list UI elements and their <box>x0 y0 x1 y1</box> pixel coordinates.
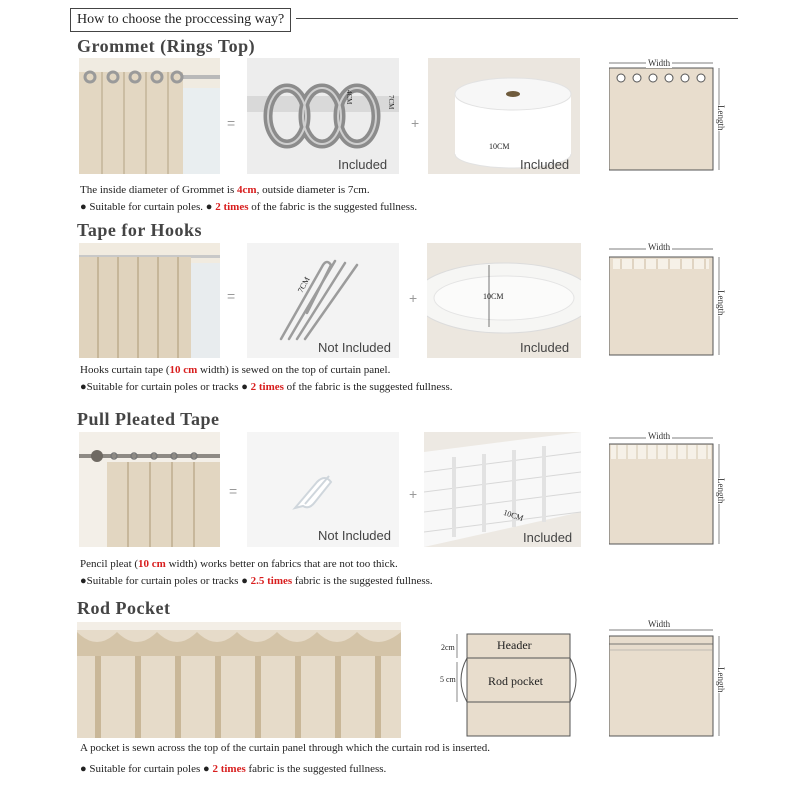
grommet-curtain-photo <box>79 58 220 174</box>
section-title-grommet: Grommet (Rings Top) <box>77 36 256 56</box>
pleated-curtain-photo <box>79 432 220 547</box>
length-label: Length <box>716 290 726 316</box>
hooks-fullness: ●Suitable for curtain poles or tracks ● 2 times of the fabric is the suggested fullness. <box>80 381 453 393</box>
length-label: Length <box>716 105 726 131</box>
caption-not-included: Not Included <box>318 528 391 543</box>
grommet-description: The inside diameter of Grommet is 4cm, outside diameter is 7cm. <box>80 184 370 196</box>
rod-pocket-curtain-photo <box>77 622 401 738</box>
rod-pocket-panel-diagram <box>609 622 729 740</box>
tape-dim: 10CM <box>483 292 504 301</box>
header-divider <box>296 18 738 19</box>
equals-sign: = <box>227 115 236 131</box>
page-header: How to choose the proccessing way? <box>70 8 291 32</box>
width-label: Width <box>648 619 671 629</box>
ring-outer-dim: 7CM <box>387 95 395 110</box>
section-title-hooks: Tape for Hooks <box>77 220 203 240</box>
tape-dim: 10CM <box>502 508 525 523</box>
pleated-panel-diagram <box>609 432 729 547</box>
width-label: Width <box>648 58 671 68</box>
pleated-fullness: ●Suitable for curtain poles or tracks ● 2.5 times fabric is the suggested fullness. <box>80 575 433 587</box>
pocket-dim: 5 cm <box>440 675 456 684</box>
hooks-description: Hooks curtain tape (10 cm width) is sewed on the top of curtain panel. <box>80 364 391 376</box>
grommet-panel-diagram <box>609 58 713 170</box>
plus-sign: + <box>411 115 420 131</box>
header-dim: 2cm <box>441 643 455 652</box>
hook-dim: 7CM <box>296 275 312 295</box>
equals-sign: = <box>227 288 236 304</box>
caption-included: Included <box>520 157 570 172</box>
width-label: Width <box>648 431 671 441</box>
plus-sign: + <box>409 290 418 306</box>
hooks-curtain-photo <box>79 243 220 358</box>
ring-inner-dim: 4CM <box>345 90 353 105</box>
rod-pocket-label: Rod pocket <box>488 674 543 688</box>
rod-pocket-description: A pocket is sewn across the top of the curtain panel through which the curtain rod is inserted. <box>80 742 490 754</box>
section-title-rod-pocket: Rod Pocket <box>77 598 171 618</box>
header-label: Header <box>497 638 532 652</box>
length-label: Length <box>716 667 726 693</box>
hooks-panel-diagram <box>609 243 729 358</box>
equals-sign: = <box>229 483 238 499</box>
caption-included: Included <box>520 340 570 355</box>
grommet-fullness: ● Suitable for curtain poles. ● 2 times of the fabric is the suggested fullness. <box>80 201 418 213</box>
plus-sign: + <box>409 486 418 502</box>
tape-dim: 10CM <box>489 142 510 151</box>
length-label: Length <box>716 478 726 504</box>
caption-included: Included <box>523 530 573 545</box>
rod-pocket-fullness: ● Suitable for curtain poles ● 2 times fabric is the suggested fullness. <box>80 763 387 775</box>
width-label: Width <box>648 242 671 252</box>
section-title-pull-pleated: Pull Pleated Tape <box>77 409 220 429</box>
pleated-description: Pencil pleat (10 cm width) works better on fabrics that are not too thick. <box>80 558 398 570</box>
caption-included: Included <box>338 157 388 172</box>
caption-not-included: Not Included <box>318 340 391 355</box>
